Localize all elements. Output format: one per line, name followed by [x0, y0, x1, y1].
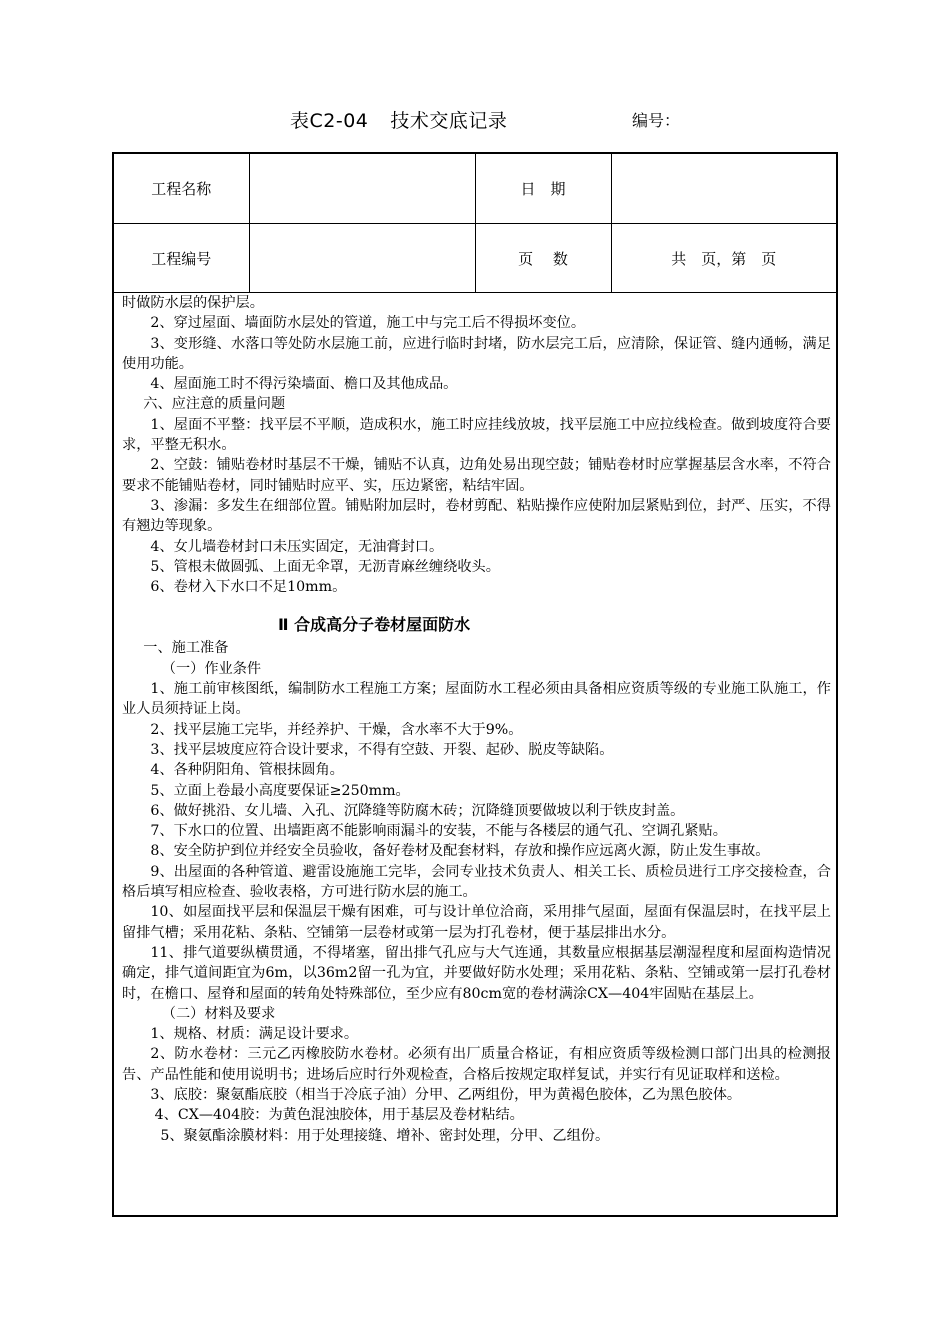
paragraph: 3、变形缝、水落口等处防水层施工前，应进行临时封堵，防水层完工后，应清除，保证管、缝内通畅，满足使用功能。 — [122, 335, 831, 372]
date-label: 日 期 — [475, 154, 611, 224]
paragraph: 3、渗漏：多发生在细部位置。铺贴附加层时，卷材剪配、粘贴操作应使附加层紧贴到位，封严、压实，不得有翘边等现象。 — [122, 497, 831, 535]
paragraph: 4、屋面施工时不得污染墙面、檐口及其他成品。 — [150, 376, 458, 393]
paragraph: 9、出屋面的各种管道、避雷设施施工完毕，会同专业技术负责人、相关工长、质检员进行工序交接检查，合格后填写相应检查、验收表格，方可进行防水层的施工。 — [122, 863, 831, 901]
subheading: 一、施工准备 — [143, 640, 229, 657]
project-number-label: 工程编号 — [114, 224, 249, 293]
paragraph: 2、穿过屋面、墙面防水层处的管道，施工中与完工后不得损坏变位。 — [150, 315, 586, 332]
paragraph: 2、防水卷材：三元乙丙橡胶防水卷材。必须有出厂质量合格证，有相应资质等级检测口部门出具的检测报告、产品性能和使用说明书；进场后应时行外观检查，合格后按规定取样复试，并实行有见证取样和送检。 — [122, 1046, 831, 1083]
paragraph: 7、下水口的位置、出墙距离不能影响雨漏斗的安装，不能与各楼层的通气孔、空调孔紧贴。 — [150, 823, 727, 840]
paragraph: 6、卷材入下水口不足10mm。 — [150, 579, 347, 596]
paragraph: 时做防水层的保护层。 — [122, 295, 264, 311]
paragraph: 6、做好挑沿、女儿墙、入孔、沉降缝等防腐木砖；沉降缝顶要做坡以利于铁皮封盖。 — [150, 802, 685, 819]
paragraph: 2、找平层施工完毕，并经养护、干燥，含水率不大于9%。 — [150, 721, 523, 738]
form-title: 技术交底记录 — [390, 110, 508, 132]
briefing-content — [114, 293, 836, 1146]
paragraph: 5、管根未做圆弧、上面无伞罩，无沥青麻丝缠绕收头。 — [150, 558, 500, 575]
paragraph: 2、空鼓：铺贴卷材时基层不干燥，铺贴不认真，边角处易出现空鼓；铺贴卷材时应掌握基层含水率，不符合要求不能铺贴卷材，同时铺贴时应平、实，压边紧密，粘结牢固。 — [122, 457, 831, 494]
paragraph: 3、找平层坡度应符合设计要求，不得有空鼓、开裂、起砂、脱皮等缺陷。 — [150, 741, 614, 758]
paragraph: 5、聚氨酯涂膜材料：用于处理接缝、增补、密封处理，分甲、乙组份。 — [160, 1127, 610, 1144]
page-count-label: 页 数 — [475, 224, 611, 293]
paragraph: 4、各种阴阳角、管根抹圆角。 — [150, 762, 344, 779]
form-code: 表C2-04 — [290, 110, 369, 132]
paragraph: 5、立面上卷最小高度要保证≥250mm。 — [150, 782, 410, 799]
subheading: （二）材料及要求 — [161, 1005, 276, 1022]
date-field[interactable] — [611, 154, 836, 224]
paragraph: 4、CX—404胶：为黄色混浊胶体，用于基层及卷材粘结。 — [154, 1107, 524, 1124]
paragraph: 8、安全防护到位并经安全员验收，备好卷材及配套材料，存放和操作应远离火源，防止发生事故。 — [150, 843, 770, 860]
subheading: （一）作业条件 — [161, 660, 262, 677]
paragraph: 1、规格、材质：满足设计要求。 — [150, 1026, 359, 1043]
paragraph: 10、如屋面找平层和保温层干燥有困难，可与设计单位洽商，采用排气屋面，屋面有保温层时，在找平层上留排气槽；采用花粘、条粘、空铺第一层卷材或第一层为打孔卷材，便于基层排出水分。 — [122, 904, 831, 941]
project-number-field[interactable] — [249, 224, 475, 293]
paragraph: 11、排气道要纵横贯通，不得堵塞，留出排气孔应与大气连通，其数量应根据基层潮湿程度和屋面构造情况确定，排气道间距宜为6m，以36m2留一孔为宜，并要做好防水处理；采用花粘、条粘、空铺或第一层打孔卷材时，在檐口、屋脊和屋面的转角处特殊部位，至少应有80cm宽的卷材满涂CX—404牢固贴在基层上。 — [122, 944, 831, 1002]
paragraph: 3、底胶：聚氨酯底胶（相当于冷底子油）分甲、乙两组份，甲为黄褐色胶体，乙为黑色胶体。 — [150, 1086, 742, 1103]
project-name-field[interactable] — [249, 154, 475, 224]
page-count-field[interactable]: 共 页，第 页 — [611, 224, 836, 293]
project-name-label: 工程名称 — [114, 154, 249, 224]
paragraph: 1、施工前审核图纸，编制防水工程施工方案；屋面防水工程必须由具备相应资质等级的专业施工队施工，作业人员须持证上岗。 — [122, 681, 831, 718]
document-title — [290, 106, 507, 133]
project-info-table — [114, 154, 836, 293]
paragraph: 4、女儿墙卷材封口未压实固定，无油膏封口。 — [150, 538, 444, 555]
paragraph: 1、屋面不平整：找平层不平顺，造成积水，施工时应挂线放坡，找平层施工中应拉线检查。做到坡度符合要求，平整无积水。 — [122, 416, 831, 454]
serial-number-label: 编号： — [632, 111, 681, 130]
subheading: 六、应注意的质量问题 — [143, 396, 286, 413]
section-heading: Ⅱ 合成高分子卷材屋面防水 — [278, 615, 471, 635]
technical-briefing-sheet — [112, 152, 838, 1217]
